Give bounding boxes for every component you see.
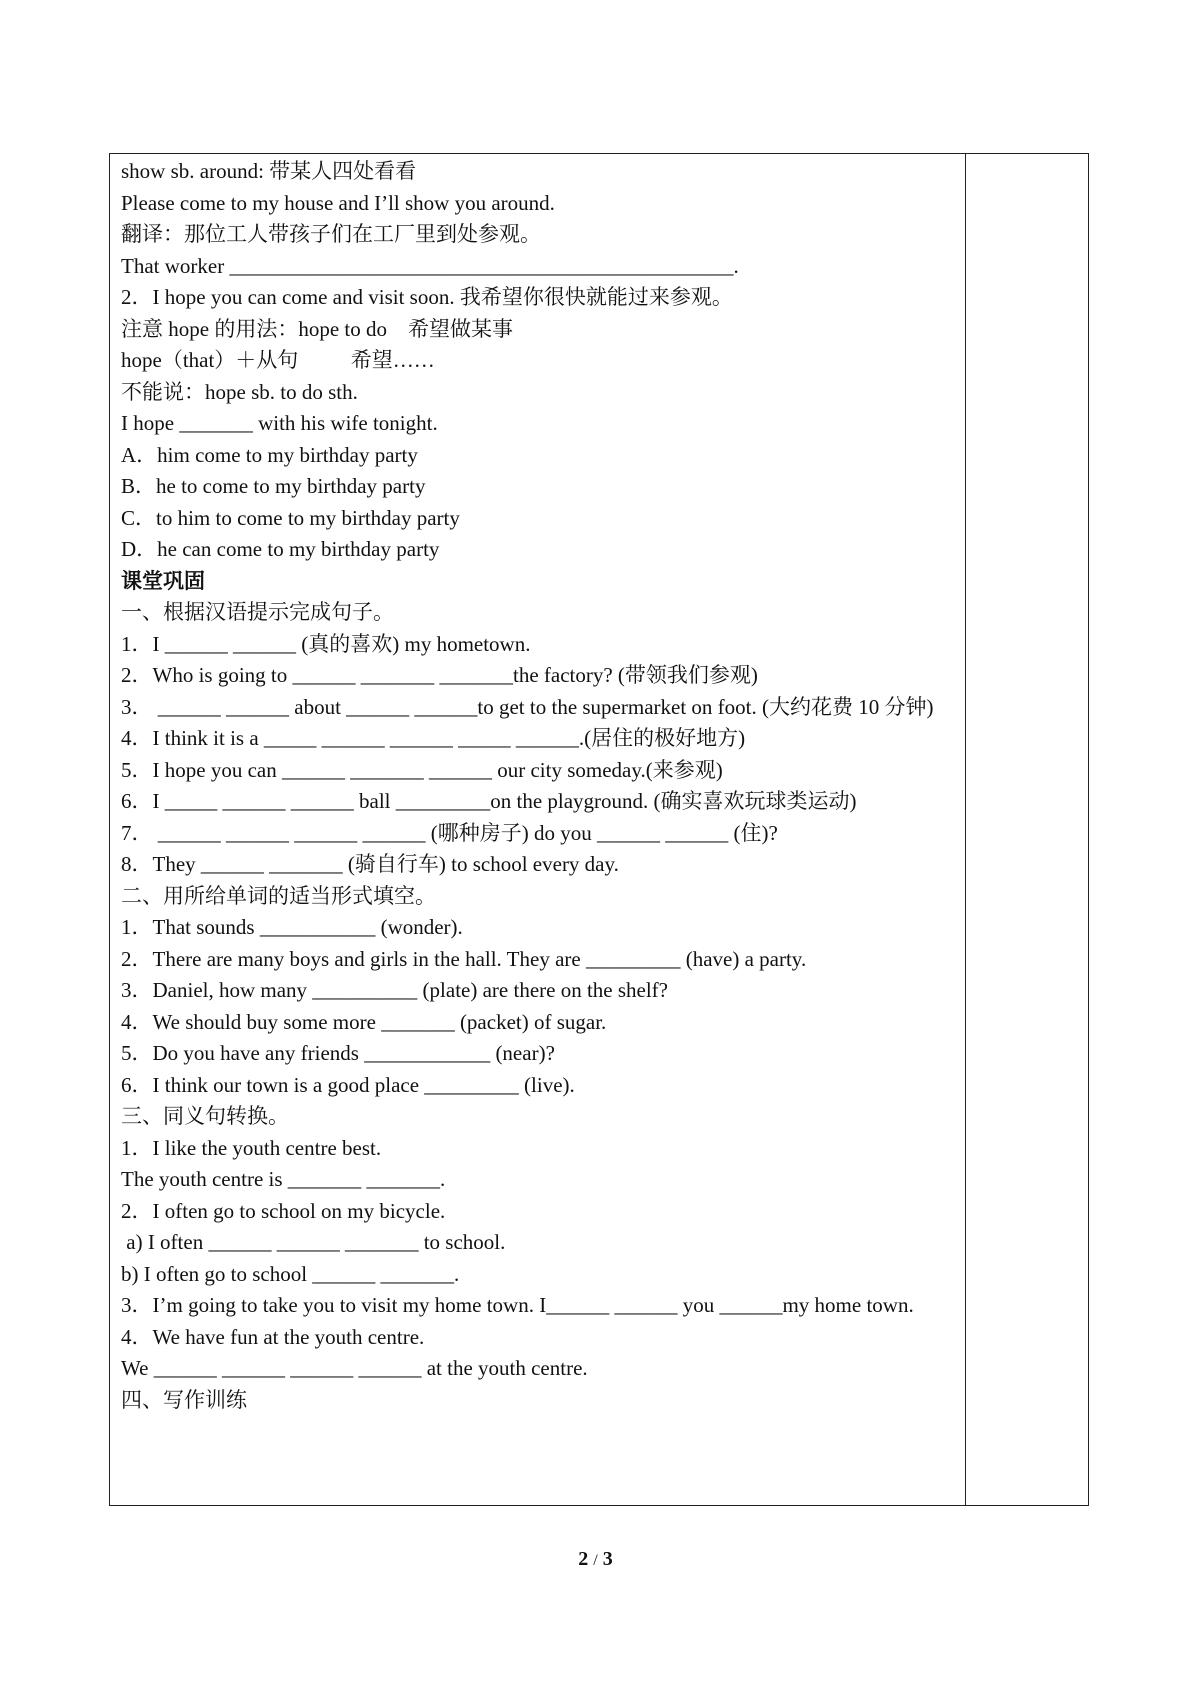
page-total: 3 [602, 1548, 613, 1570]
exercise-item: 2．There are many boys and girls in the hall. They are _________ (have) a party. [121, 946, 807, 971]
worksheet-table [109, 153, 1089, 1506]
text-line: 不能说：hope sb. to do sth. [121, 379, 358, 404]
exercise-item: 2．I often go to school on my bicycle. [121, 1198, 446, 1223]
exercise-item: 1．I like the youth centre best. [121, 1135, 382, 1160]
exercise-item: 5．I hope you can ______ _______ ______ our city someday.(来参观) [121, 757, 723, 782]
exercise-heading: 二、用所给单词的适当形式填空。 [121, 883, 436, 908]
main-content-cell [121, 156, 957, 1416]
text-line: 注意 hope 的用法：hope to do 希望做某事 [121, 316, 513, 341]
text-line: show sb. around: 带某人四处看看 [121, 159, 417, 183]
column-divider [965, 154, 966, 1505]
exercise-item: 5．Do you have any friends ____________ (near)? [121, 1041, 555, 1065]
exercise-item: 2．Who is going to ______ _______ _______the factory? (带领我们参观) [121, 663, 758, 687]
exercise-heading: 三、同义句转换。 [121, 1104, 289, 1128]
exercise-item: We ______ ______ ______ ______ at the youth centre. [121, 1356, 588, 1380]
page-current: 2 [578, 1548, 589, 1570]
option-b: B．he to come to my birthday party [121, 474, 426, 498]
text-line: I hope _______ with his wife tonight. [121, 411, 438, 435]
text-line: 翻译：那位工人带孩子们在工厂里到处参观。 [121, 222, 541, 246]
exercise-item: 4．I think it is a _____ ______ ______ _____ ______.(居住的极好地方) [121, 726, 746, 750]
exercise-item: a) I often ______ ______ _______ to school. [121, 1230, 506, 1254]
text-line: That worker ________________________________________________. [121, 253, 739, 278]
page-number [0, 1548, 1191, 1571]
exercise-item: 3．Daniel, how many __________ (plate) are there on the shelf? [121, 978, 668, 1002]
exercise-item: 7． ______ ______ ______ ______ (哪种房子) do you ______ ______ (住)? [121, 820, 778, 845]
exercise-item: 1．I ______ ______ (真的喜欢) my hometown. [121, 631, 531, 656]
option-c: C．to him to come to my birthday party [121, 505, 460, 530]
exercise-item: 6．I think our town is a good place _________ (live). [121, 1072, 575, 1097]
text-line: hope（that）＋从句 希望…… [121, 348, 435, 372]
text-line: Please come to my house and I’ll show you around. [121, 190, 555, 215]
exercise-item: 3． ______ ______ about ______ ______to get to the supermarket on foot. (大约花费 10 分钟) [121, 694, 934, 719]
page-separator: / [593, 1552, 598, 1569]
option-a: A．him come to my birthday party [121, 442, 418, 467]
exercise-item: b) I often go to school ______ _______. [121, 1261, 460, 1286]
exercise-item: 8．They ______ _______ (骑自行车) to school every day. [121, 852, 619, 876]
text-line: 2．I hope you can come and visit soon. 我希望你很快就能过来参观。 [121, 285, 733, 309]
exercise-item: 6．I _____ ______ ______ ball _________on the playground. (确实喜欢玩球类运动) [121, 789, 857, 813]
exercise-item: The youth centre is _______ _______. [121, 1167, 446, 1191]
exercise-item: 4．We have fun at the youth centre. [121, 1324, 425, 1349]
exercise-heading: 四、写作训练 [121, 1387, 247, 1412]
exercise-item: 4．We should buy some more _______ (packet) of sugar. [121, 1009, 607, 1034]
exercise-heading: 一、根据汉语提示完成句子。 [121, 600, 394, 624]
option-d: D．he can come to my birthday party [121, 537, 440, 561]
exercise-item: 3．I’m going to take you to visit my home town. I______ ______ you ______my home town. [121, 1293, 914, 1317]
section-heading: 课堂巩固 [121, 568, 205, 593]
exercise-item: 1．That sounds ___________ (wonder). [121, 915, 463, 939]
